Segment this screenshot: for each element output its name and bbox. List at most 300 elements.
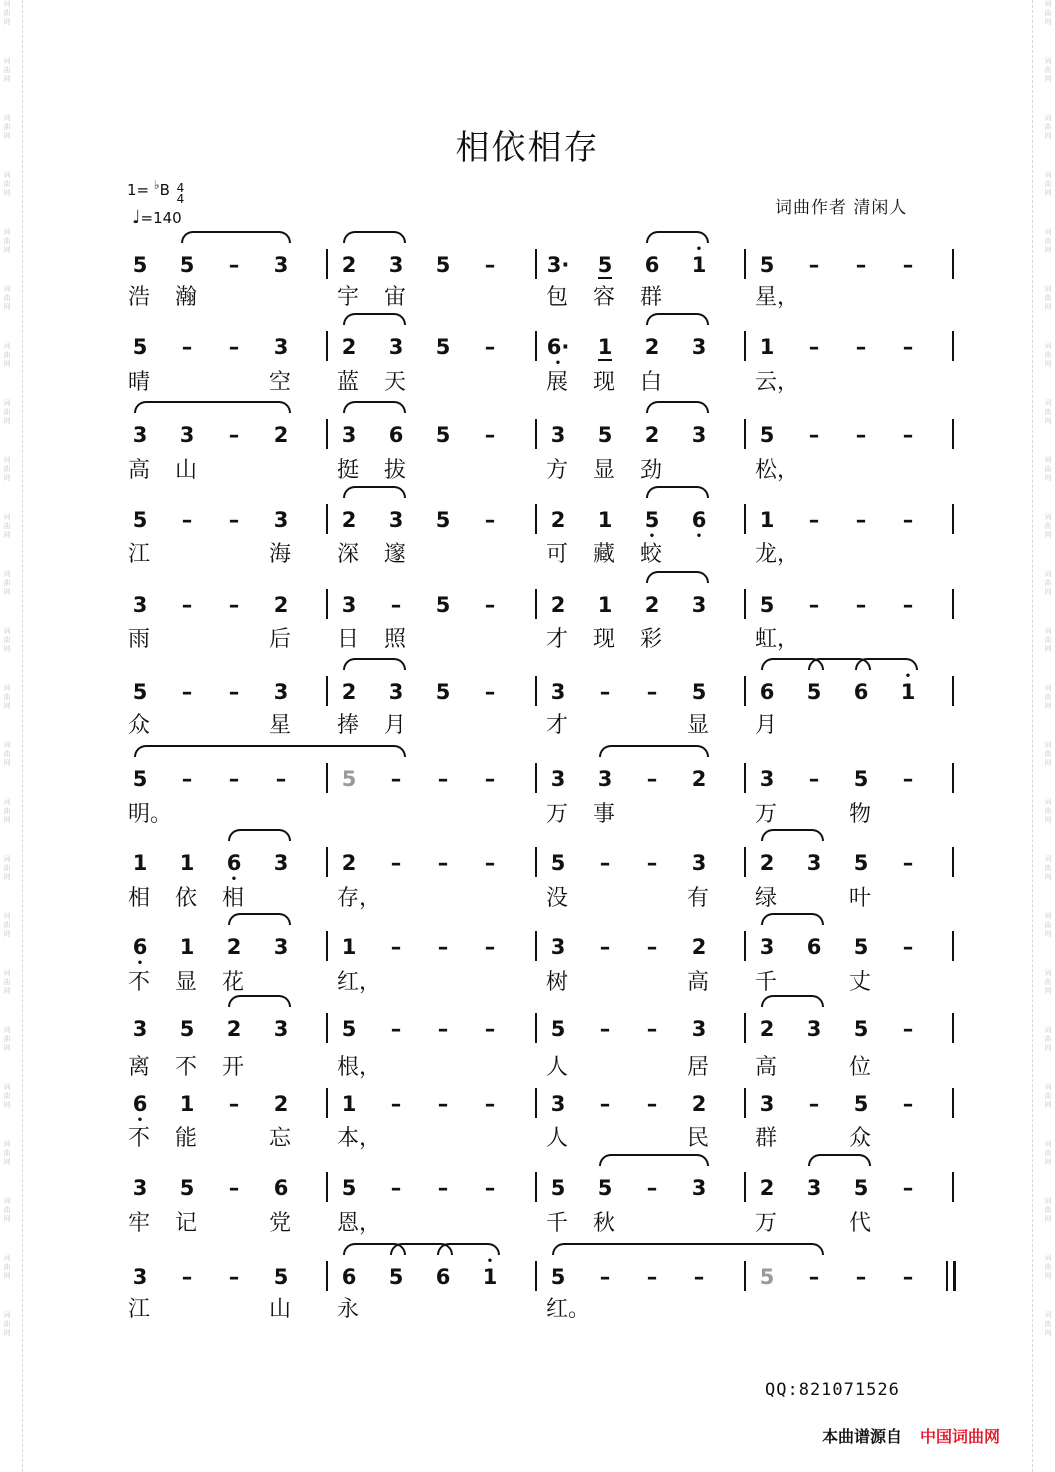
extension-dash bbox=[478, 593, 502, 617]
note bbox=[337, 253, 361, 277]
note bbox=[128, 935, 152, 969]
note bbox=[175, 423, 199, 447]
qq-contact: QQ:821071526 bbox=[765, 1380, 900, 1400]
lyric-syllable: 挺 bbox=[337, 458, 360, 483]
bar-line bbox=[744, 1088, 746, 1118]
bar-line bbox=[744, 847, 746, 877]
watermark-text: 词曲网 bbox=[3, 1254, 11, 1281]
note-text: – bbox=[228, 1092, 240, 1116]
extension-dash bbox=[478, 935, 502, 959]
slur-arc bbox=[646, 571, 709, 583]
extension-dash bbox=[478, 253, 502, 277]
note bbox=[640, 423, 664, 447]
note bbox=[128, 680, 152, 704]
bar-line bbox=[535, 419, 537, 449]
note-text: – bbox=[390, 1092, 402, 1116]
bar-line bbox=[744, 504, 746, 534]
lyric-syllable: 星 bbox=[269, 713, 292, 738]
lyric-syllable: 牢 bbox=[128, 1211, 151, 1236]
note-text: 2 bbox=[341, 253, 357, 277]
note bbox=[175, 1092, 199, 1116]
bar-line bbox=[535, 847, 537, 877]
note-text: – bbox=[646, 1265, 658, 1289]
watermark-text: 词曲网 bbox=[1044, 513, 1052, 540]
lyric-syllable: 山 bbox=[175, 458, 198, 483]
note-text: – bbox=[902, 593, 914, 617]
watermark-text: 词曲网 bbox=[3, 570, 11, 597]
note bbox=[269, 680, 293, 704]
lyric-syllable: 花 bbox=[222, 970, 245, 995]
extension-dash bbox=[593, 680, 617, 704]
bar-line bbox=[952, 1088, 954, 1118]
lyric-syllable: 现 bbox=[593, 627, 616, 652]
note bbox=[593, 253, 617, 277]
right-margin-line bbox=[1032, 0, 1033, 1472]
note-text: 5 bbox=[435, 508, 451, 532]
note-text: 3 bbox=[597, 767, 613, 791]
note-text: 5 bbox=[435, 253, 451, 277]
note bbox=[849, 1092, 873, 1116]
note-text: – bbox=[808, 253, 820, 277]
extension-dash bbox=[896, 1092, 920, 1116]
note-text: – bbox=[646, 1017, 658, 1041]
note-text: 1 bbox=[179, 1092, 195, 1116]
lyric-syllable: 物 bbox=[849, 802, 872, 827]
note bbox=[593, 508, 617, 532]
extension-dash bbox=[593, 851, 617, 875]
lyric-syllable: 海 bbox=[269, 542, 292, 567]
note bbox=[269, 1017, 293, 1041]
note-text: – bbox=[902, 935, 914, 959]
lyric-syllable: 民 bbox=[687, 1126, 710, 1151]
note-text: – bbox=[437, 1092, 449, 1116]
extension-dash bbox=[640, 1092, 664, 1116]
note-text: 5 bbox=[550, 1017, 566, 1041]
note-text: 3 bbox=[388, 253, 404, 277]
note bbox=[687, 335, 711, 359]
lyric-syllable: 忘 bbox=[269, 1126, 292, 1151]
note bbox=[640, 253, 664, 277]
note-text: 1 bbox=[179, 935, 195, 959]
lyric-syllable: 天 bbox=[384, 370, 407, 395]
watermark-text: 词曲网 bbox=[1044, 285, 1052, 312]
note bbox=[593, 335, 617, 359]
lyric-syllable: 记 bbox=[175, 1211, 198, 1236]
note-text: – bbox=[855, 508, 867, 532]
extension-dash bbox=[175, 508, 199, 532]
bar-line bbox=[952, 1172, 954, 1202]
note bbox=[687, 1176, 711, 1200]
watermark-text: 词曲网 bbox=[3, 285, 11, 312]
lyric-syllable: 万 bbox=[755, 802, 778, 827]
lyric-syllable: 松， bbox=[755, 458, 800, 483]
note-text: 3 bbox=[132, 593, 148, 617]
note-text: 6 bbox=[132, 1092, 148, 1116]
note-text: 5 bbox=[597, 423, 613, 447]
watermark-text: 词曲网 bbox=[3, 171, 11, 198]
note-text: – bbox=[228, 680, 240, 704]
slur-arc bbox=[181, 231, 291, 243]
lyric-syllable: 永 bbox=[337, 1297, 360, 1322]
note-text: 2 bbox=[644, 335, 660, 359]
note-text: 3 bbox=[273, 335, 289, 359]
lyric-syllable: 恩， bbox=[337, 1211, 382, 1236]
note bbox=[337, 1092, 361, 1116]
note-text: 2 bbox=[341, 851, 357, 875]
note-text: 2 bbox=[691, 1092, 707, 1116]
note-text: 2 bbox=[273, 423, 289, 447]
note-text: – bbox=[484, 1017, 496, 1041]
extension-dash bbox=[384, 1017, 408, 1041]
lyric-syllable: 白 bbox=[640, 370, 663, 395]
extension-dash bbox=[896, 767, 920, 791]
note bbox=[755, 335, 779, 359]
lyric-syllable: 才 bbox=[546, 627, 569, 652]
extension-dash bbox=[222, 508, 246, 532]
note bbox=[755, 1017, 779, 1041]
watermark-text: 词曲网 bbox=[1044, 912, 1052, 939]
extension-dash bbox=[384, 1092, 408, 1116]
extension-dash bbox=[593, 1017, 617, 1041]
note-text: 3 bbox=[388, 335, 404, 359]
lyric-syllable: 现 bbox=[593, 370, 616, 395]
note bbox=[546, 253, 570, 277]
note-text: – bbox=[902, 253, 914, 277]
octave-dot-above: • bbox=[486, 1256, 494, 1267]
note-text: 5 bbox=[759, 253, 775, 277]
note bbox=[687, 593, 711, 617]
bar-line bbox=[535, 763, 537, 793]
bar-line bbox=[326, 1172, 328, 1202]
note-text: 5 bbox=[341, 1176, 357, 1200]
lyric-syllable: 依 bbox=[175, 886, 198, 911]
note-text: 2 bbox=[550, 593, 566, 617]
bar-line bbox=[326, 931, 328, 961]
lyric-syllable: 宙 bbox=[384, 285, 407, 310]
extension-dash bbox=[222, 593, 246, 617]
extension-dash bbox=[593, 935, 617, 959]
note bbox=[546, 335, 570, 369]
watermark-text: 词曲网 bbox=[1044, 1083, 1052, 1110]
note bbox=[546, 935, 570, 959]
note bbox=[802, 935, 826, 959]
watermark-text: 词曲网 bbox=[3, 513, 11, 540]
note-text: – bbox=[902, 335, 914, 359]
extension-dash bbox=[687, 1265, 711, 1289]
note-text: 3· bbox=[546, 253, 570, 277]
note-text: – bbox=[181, 335, 193, 359]
extension-dash bbox=[896, 335, 920, 359]
note-text: 3 bbox=[273, 680, 289, 704]
lyric-syllable: 党 bbox=[269, 1211, 292, 1236]
slur-arc bbox=[228, 913, 291, 925]
note bbox=[337, 680, 361, 704]
bar-line bbox=[535, 1013, 537, 1043]
note-text: 3 bbox=[759, 767, 775, 791]
lyric-syllable: 可 bbox=[546, 542, 569, 567]
lyric-syllable: 瀚 bbox=[175, 285, 198, 310]
extension-dash bbox=[478, 423, 502, 447]
slur-arc bbox=[134, 745, 406, 757]
extension-dash bbox=[802, 423, 826, 447]
note-text: – bbox=[646, 1092, 658, 1116]
lyric-syllable: 容 bbox=[593, 285, 616, 310]
lyric-syllable: 显 bbox=[687, 713, 710, 738]
note bbox=[269, 423, 293, 447]
extension-dash bbox=[802, 253, 826, 277]
watermark-text: 词曲网 bbox=[3, 627, 11, 654]
extension-dash bbox=[175, 767, 199, 791]
octave-dot-below: • bbox=[136, 1115, 144, 1126]
note-text: 6 bbox=[388, 423, 404, 447]
extension-dash bbox=[222, 1092, 246, 1116]
note bbox=[128, 1092, 152, 1126]
octave-dot-below: • bbox=[230, 874, 238, 885]
note-text: – bbox=[808, 508, 820, 532]
lyric-syllable: 离 bbox=[128, 1055, 151, 1080]
lyric-syllable: 月 bbox=[755, 713, 778, 738]
extension-dash bbox=[478, 508, 502, 532]
note-text: – bbox=[902, 423, 914, 447]
bar-line bbox=[952, 847, 954, 877]
note-text: 5 bbox=[132, 767, 148, 791]
note bbox=[128, 1265, 152, 1289]
note-text: 5 bbox=[435, 680, 451, 704]
note bbox=[546, 1176, 570, 1200]
note-text: 2 bbox=[341, 508, 357, 532]
note-text: – bbox=[484, 680, 496, 704]
note bbox=[128, 508, 152, 532]
watermark-text: 词曲网 bbox=[3, 114, 11, 141]
watermark-text: 词曲网 bbox=[3, 0, 11, 27]
bar-line bbox=[535, 931, 537, 961]
note bbox=[546, 1265, 570, 1289]
note-text: 2 bbox=[341, 335, 357, 359]
watermark-text: 词曲网 bbox=[3, 1026, 11, 1053]
watermark-text: 词曲网 bbox=[3, 342, 11, 369]
note-text: 6· bbox=[546, 335, 570, 359]
note-text: 3 bbox=[691, 423, 707, 447]
note bbox=[755, 1092, 779, 1116]
note-text: 2 bbox=[759, 851, 775, 875]
note bbox=[128, 851, 152, 875]
note bbox=[269, 1176, 293, 1200]
lyric-syllable: 照 bbox=[384, 627, 407, 652]
lyric-syllable: 才 bbox=[546, 713, 569, 738]
note-text: – bbox=[437, 767, 449, 791]
note-text: – bbox=[808, 1092, 820, 1116]
lyric-syllable: 红。 bbox=[546, 1297, 591, 1322]
note bbox=[222, 851, 246, 885]
slur-arc bbox=[599, 1154, 709, 1166]
note bbox=[337, 1176, 361, 1200]
note-text: 5 bbox=[853, 851, 869, 875]
lyric-syllable: 相 bbox=[128, 886, 151, 911]
note bbox=[546, 680, 570, 704]
note-text: – bbox=[599, 1092, 611, 1116]
lyric-syllable: 人 bbox=[546, 1055, 569, 1080]
note bbox=[431, 508, 455, 532]
key-signature bbox=[127, 178, 184, 205]
bar-line bbox=[946, 1261, 948, 1291]
note-text: – bbox=[228, 508, 240, 532]
watermark-text: 词曲网 bbox=[1044, 228, 1052, 255]
extension-dash bbox=[640, 1017, 664, 1041]
note-text: 1 bbox=[691, 253, 707, 277]
note bbox=[384, 253, 408, 277]
extension-dash bbox=[640, 1265, 664, 1289]
watermark-text: 词曲网 bbox=[1044, 399, 1052, 426]
note bbox=[593, 593, 617, 617]
bar-line bbox=[326, 1013, 328, 1043]
note-text: 3 bbox=[759, 935, 775, 959]
note bbox=[802, 851, 826, 875]
note-text: 5 bbox=[273, 1265, 289, 1289]
watermark-text: 词曲网 bbox=[1044, 114, 1052, 141]
bar-line bbox=[952, 931, 954, 961]
bar-line bbox=[744, 331, 746, 361]
note-text: – bbox=[390, 767, 402, 791]
note bbox=[128, 1017, 152, 1041]
note-text: – bbox=[181, 508, 193, 532]
lyric-syllable: 显 bbox=[593, 458, 616, 483]
lyric-syllable: 宇 bbox=[337, 285, 360, 310]
lyric-syllable: 秋 bbox=[593, 1211, 616, 1236]
slur-arc bbox=[437, 1243, 500, 1255]
bar-line bbox=[744, 1172, 746, 1202]
bar-line bbox=[326, 763, 328, 793]
key-tonic: B bbox=[159, 181, 170, 199]
note-text: 1 bbox=[900, 680, 916, 704]
note-text: 1 bbox=[179, 851, 195, 875]
note-text: 5 bbox=[435, 335, 451, 359]
watermark-text: 词曲网 bbox=[3, 1140, 11, 1167]
note-text: 5 bbox=[179, 1176, 195, 1200]
watermark-text: 词曲网 bbox=[1044, 1311, 1052, 1338]
lyric-syllable: 相 bbox=[222, 886, 245, 911]
extension-dash bbox=[431, 1176, 455, 1200]
note-text: 5 bbox=[132, 335, 148, 359]
note bbox=[755, 851, 779, 875]
tempo-value: =140 bbox=[140, 209, 182, 227]
note-text: – bbox=[484, 335, 496, 359]
note-text: – bbox=[181, 767, 193, 791]
lyric-syllable: 万 bbox=[546, 802, 569, 827]
note-text: 3 bbox=[691, 1017, 707, 1041]
note-text: 3 bbox=[550, 1092, 566, 1116]
note-text: 1 bbox=[759, 508, 775, 532]
lyric-syllable: 蓝 bbox=[337, 370, 360, 395]
lyric-syllable: 有 bbox=[687, 886, 710, 911]
right-watermark-strip bbox=[1041, 0, 1055, 1472]
author-credit: 词曲作者 清闲人 bbox=[775, 198, 908, 218]
extension-dash bbox=[849, 253, 873, 277]
note-text: 1 bbox=[132, 851, 148, 875]
extension-dash bbox=[802, 508, 826, 532]
note bbox=[593, 1176, 617, 1200]
bar-line bbox=[952, 1013, 954, 1043]
note bbox=[755, 593, 779, 617]
extension-dash bbox=[896, 423, 920, 447]
note-text: 5 bbox=[341, 1017, 357, 1041]
note-text: 6 bbox=[806, 935, 822, 959]
lyric-syllable: 不 bbox=[128, 970, 151, 995]
extension-dash bbox=[431, 1092, 455, 1116]
note-text: 1 bbox=[597, 508, 613, 532]
extension-dash bbox=[222, 680, 246, 704]
note bbox=[128, 423, 152, 447]
watermark-text: 词曲网 bbox=[1044, 1254, 1052, 1281]
note-text: 3 bbox=[759, 1092, 775, 1116]
note-text: 2 bbox=[341, 680, 357, 704]
bar-line bbox=[535, 249, 537, 279]
slur-arc bbox=[761, 829, 824, 841]
extension-dash bbox=[640, 1176, 664, 1200]
note bbox=[175, 253, 199, 277]
note-text: 5 bbox=[550, 851, 566, 875]
note-text: – bbox=[855, 1265, 867, 1289]
note-text: – bbox=[437, 1017, 449, 1041]
bar-line bbox=[326, 847, 328, 877]
bar-line bbox=[952, 589, 954, 619]
slur-arc bbox=[646, 401, 709, 413]
source-site-link[interactable]: 中国词曲网 bbox=[920, 1427, 1001, 1446]
note-text: 2 bbox=[759, 1017, 775, 1041]
note-text: 5 bbox=[597, 253, 613, 277]
note bbox=[269, 851, 293, 875]
watermark-text: 词曲网 bbox=[3, 1083, 11, 1110]
note bbox=[431, 680, 455, 704]
bar-line bbox=[952, 331, 954, 361]
extension-dash bbox=[640, 851, 664, 875]
extension-dash bbox=[431, 851, 455, 875]
note-text: – bbox=[855, 253, 867, 277]
lyric-syllable: 蛟 bbox=[640, 542, 663, 567]
lyric-syllable: 位 bbox=[849, 1055, 872, 1080]
watermark-text: 词曲网 bbox=[1044, 570, 1052, 597]
lyric-syllable: 开 bbox=[222, 1055, 245, 1080]
extension-dash bbox=[478, 1017, 502, 1041]
extension-dash bbox=[478, 1092, 502, 1116]
extension-dash bbox=[384, 593, 408, 617]
note-text: 3 bbox=[806, 851, 822, 875]
song-title: 相依相存 bbox=[455, 128, 600, 168]
note-text: 5 bbox=[132, 508, 148, 532]
note-text: 5 bbox=[853, 767, 869, 791]
note bbox=[640, 508, 664, 542]
note-text: – bbox=[808, 1265, 820, 1289]
lyric-syllable: 众 bbox=[849, 1126, 872, 1151]
bar-line bbox=[744, 931, 746, 961]
extension-dash bbox=[384, 1176, 408, 1200]
note-text: – bbox=[693, 1265, 705, 1289]
extension-dash bbox=[175, 335, 199, 359]
watermark-text: 词曲网 bbox=[3, 912, 11, 939]
note-text: 2 bbox=[691, 767, 707, 791]
lyric-syllable: 群 bbox=[755, 1126, 778, 1151]
source-label: 本曲谱源自 bbox=[822, 1427, 903, 1446]
quarter-note-icon: ♩ bbox=[132, 207, 141, 228]
note bbox=[687, 244, 711, 277]
note bbox=[269, 1265, 293, 1289]
note-text: 5 bbox=[853, 1092, 869, 1116]
note bbox=[755, 767, 779, 791]
note-text: 3 bbox=[550, 767, 566, 791]
key-prefix: 1= bbox=[127, 181, 150, 199]
bar-line bbox=[326, 676, 328, 706]
lyric-syllable: 绿 bbox=[755, 886, 778, 911]
bar-line bbox=[744, 1261, 746, 1291]
